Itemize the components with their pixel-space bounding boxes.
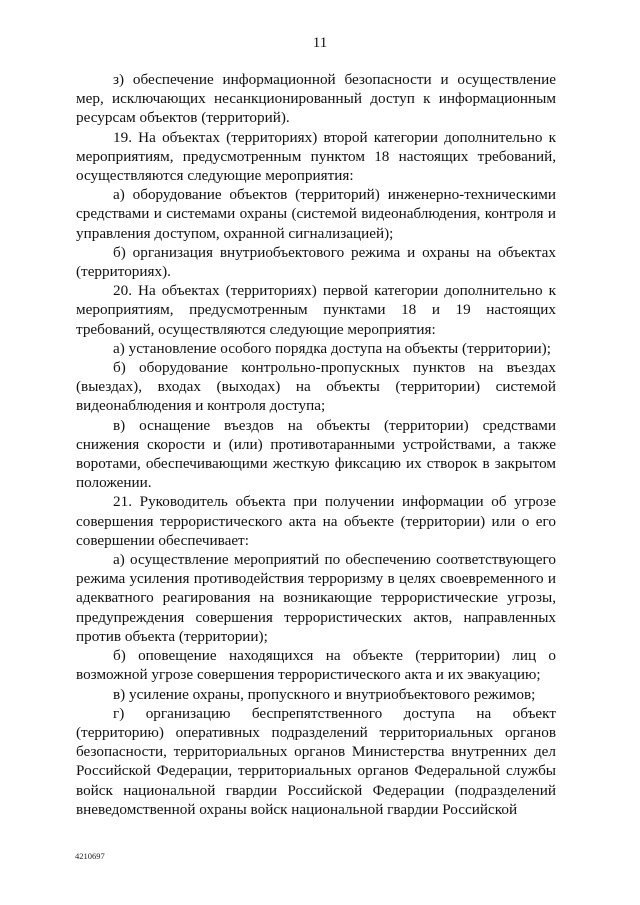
paragraph-z-information-security: з) обеспечение информационной безопасности и осуществление мер, исключающих несанкционированный доступ к информационным ресурсам объектов (территорий). [76, 71, 556, 127]
paragraph-20-b-checkpoints: б) оборудование контрольно-пропускных пунктов на въездах (выездах), входах (выходах) на объекты (территории) системой видеонаблюдения и контроля доступа; [76, 359, 556, 415]
paragraph-21-head-of-object: 21. Руководитель объекта при получении информации об угрозе совершения террористического акта на объекте (территории) или о его совершении обеспечивает: [76, 493, 556, 549]
paragraph-21-v-security: в) усиление охраны, пропускного и внутриобъектового режимов; [113, 685, 536, 703]
paragraph-19-a-equipment: а) оборудование объектов (территорий) инженерно-техническими средствами и системами охраны (системой видеонаблюдения, контроля и управления доступом, охранной сигнализацией); [76, 186, 556, 242]
document-body [76, 70, 556, 819]
page-number: 11 [312, 35, 328, 51]
paragraph-19-b-regime: б) организация внутриобъектового режима и охраны на объектах (территориях). [76, 243, 556, 281]
paragraph-21-a-measures: а) осуществление мероприятий по обеспечению соответствующего режима усиления противодействия терроризму в целях своевременного и адекватного реагирования на возникающие террористические угрозы, предупреждения совершения террористических актов, направленных против объекта (территории); [76, 551, 556, 645]
paragraph-20-v-entrances: в) оснащение въездов на объекты (территории) средствами снижения скорости и (или) противотаранными устройствами, а также воротами, обеспечивающими жесткую фиксацию их створок в закрытом положении. [76, 416, 556, 492]
paragraph-20-a-access-order: а) установление особого порядка доступа на объекты (территории); [113, 339, 551, 357]
paragraph-20-first-category: 20. На объектах (территориях) первой категории дополнительно к мероприятиям, предусмотренным пунктами 18 и 19 настоящих требований, осуществляются следующие мероприятия: [76, 282, 556, 338]
paragraph-21-g-access: г) организацию беспрепятственного доступа на объект (территорию) оперативных подразделений территориальных органов безопасности, территориальных органов Министерства внутренних дел Российской Федерации, территориальных органов Федеральной службы войск национальной гвардии Российской Федерации (подразделений вневедомственной охраны войск национальной гвардии Российской [76, 704, 556, 818]
document-code: 4210697 [75, 851, 105, 861]
paragraph-19-second-category: 19. На объектах (территориях) второй категории дополнительно к мероприятиям, предусмотренным пунктом 18 настоящих требований, осуществляются следующие мероприятия: [76, 128, 556, 185]
paragraph-21-b-notification: б) оповещение находящихся на объекте (территории) лиц о возможной угрозе совершения террористического акта и их эвакуацию; [76, 647, 556, 684]
